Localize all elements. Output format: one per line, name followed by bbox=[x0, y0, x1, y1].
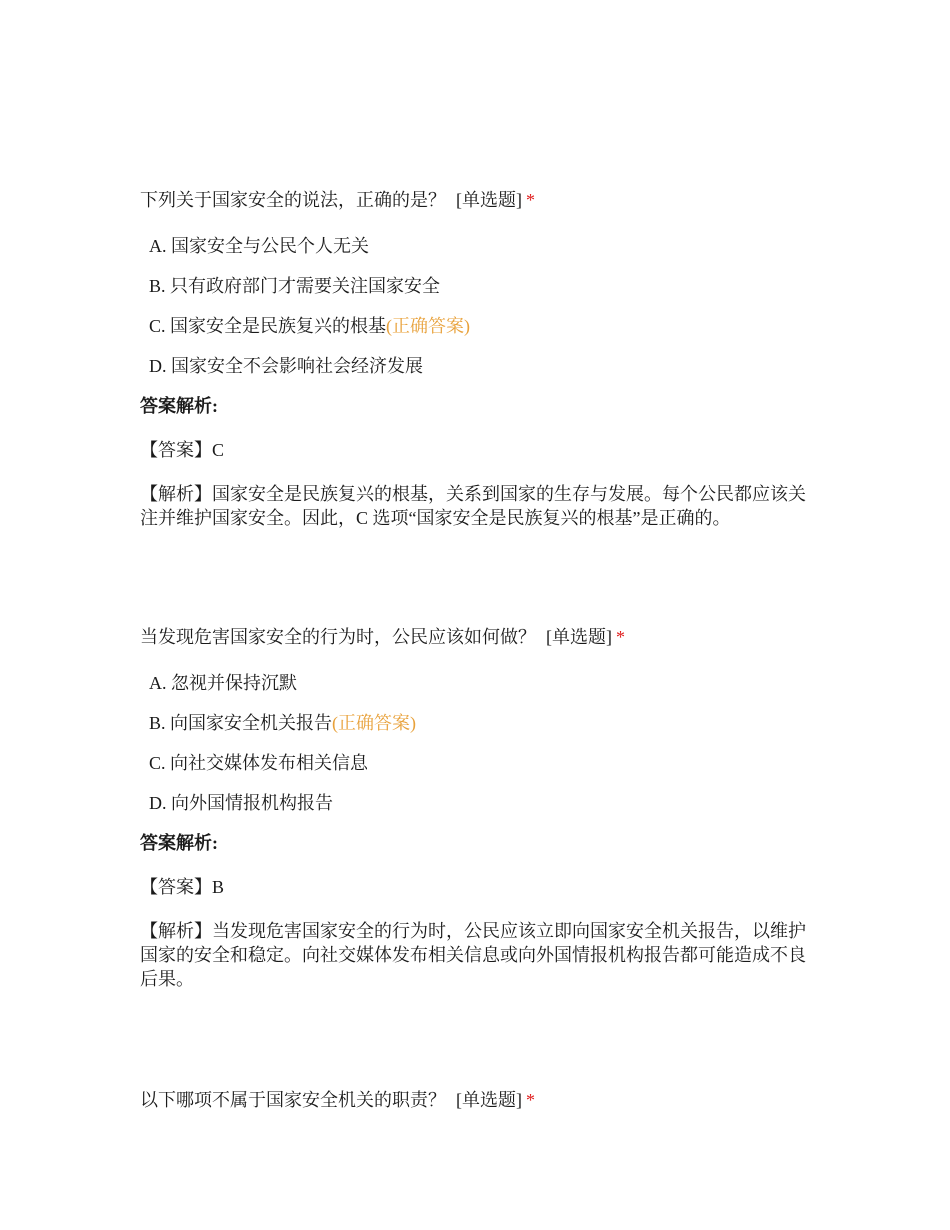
option-d: D. 国家安全不会影响社会经济发展 bbox=[149, 356, 423, 376]
required-mark: * bbox=[616, 627, 625, 647]
option-b: B. 向国家安全机关报告(正确答案) bbox=[149, 713, 417, 733]
question-type: [单选题] bbox=[456, 190, 522, 210]
question-text: 下列关于国家安全的说法，正确的是？ bbox=[140, 190, 446, 210]
question-type: [单选题] bbox=[546, 627, 612, 647]
question-title bbox=[140, 625, 820, 649]
question-type: [单选题] bbox=[456, 1090, 522, 1110]
option-d: D. 向外国情报机构报告 bbox=[149, 793, 333, 813]
option-c: C. 向社交媒体发布相关信息 bbox=[149, 753, 369, 773]
answer-line: 【答案】B bbox=[140, 877, 225, 897]
correct-answer-tag: (正确答案) bbox=[386, 316, 471, 336]
question-title bbox=[140, 188, 820, 212]
required-mark: * bbox=[526, 1090, 535, 1110]
question-title bbox=[140, 1088, 820, 1112]
question-text: 当发现危害国家安全的行为时，公民应该如何做？ bbox=[140, 627, 536, 647]
option-c: C. 国家安全是民族复兴的根基(正确答案) bbox=[149, 316, 471, 336]
question-text: 以下哪项不属于国家安全机关的职责？ bbox=[140, 1090, 446, 1110]
question-2 bbox=[140, 625, 820, 991]
option-a: A. 忽视并保持沉默 bbox=[149, 673, 297, 693]
analysis-heading: 答案解析: bbox=[140, 833, 218, 853]
question-3 bbox=[140, 1088, 820, 1134]
answer-line: 【答案】C bbox=[140, 440, 225, 460]
correct-answer-tag: (正确答案) bbox=[332, 713, 417, 733]
question-1 bbox=[140, 188, 820, 530]
explanation-text: 【解析】当发现危害国家安全的行为时，公民应该立即向国家安全机关报告，以维护国家的安全和稳定。向社交媒体发布相关信息或向外国情报机构报告都可能造成不良后果。 bbox=[140, 921, 806, 989]
option-a: A. 国家安全与公民个人无关 bbox=[149, 236, 369, 256]
analysis-heading: 答案解析: bbox=[140, 396, 218, 416]
explanation-text: 【解析】国家安全是民族复兴的根基，关系到国家的生存与发展。每个公民都应该关注并维护国家安全。因此，C 选项“国家安全是民族复兴的根基”是正确的。 bbox=[140, 484, 806, 528]
required-mark: * bbox=[526, 190, 535, 210]
option-b: B. 只有政府部门才需要关注国家安全 bbox=[149, 276, 441, 296]
